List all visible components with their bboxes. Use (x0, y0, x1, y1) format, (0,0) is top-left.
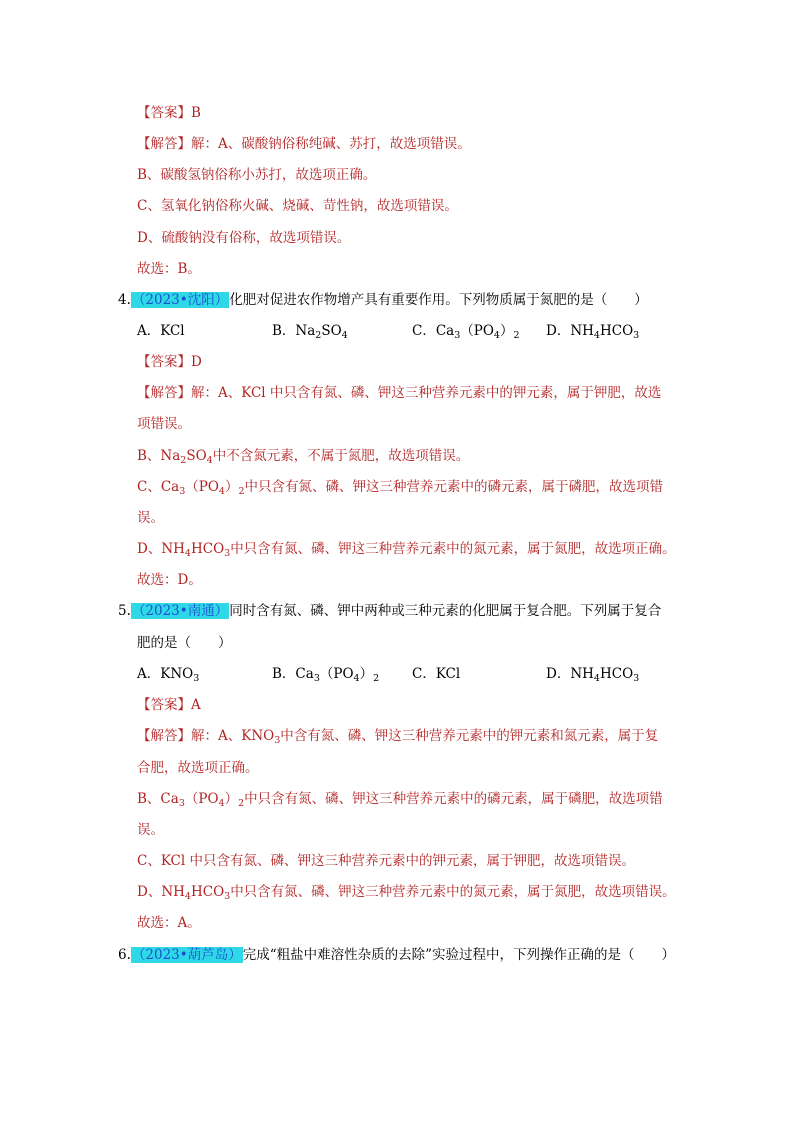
q4-option-c: C．$Ca_3(PO_4)_2$ (412, 323, 520, 341)
q5-analysis-line3: C、KCl 中只含有氮、磷、钾这三种营养元素中的钾元素，属于钾肥，故选项错误。 (137, 853, 635, 869)
question-number: 5. (118, 603, 131, 619)
q4-option-b: B．$Na_2SO_4$ (272, 323, 348, 341)
question-stem: 化肥对促进农作物增产具有重要作用。下列物质属于氮肥的是（ ） (229, 292, 648, 308)
answer-label: 【答案】 (137, 354, 191, 370)
question-stem: 同时含有氮、磷、钾中两种或三种元素的化肥属于复合肥。下列属于复合 (229, 603, 662, 619)
q5-option-c: C．KCl (412, 666, 461, 682)
q3-answer-line (137, 103, 201, 123)
q5-analysis-line4: D、$NH_4HCO_3$中只含有氮、磷、钾这三种营养元素中的氮元素，属于氮肥，故选项错误。 (137, 884, 676, 902)
q5-stem-line (118, 601, 661, 621)
question-number: 6. (118, 947, 131, 963)
q6-stem-line (118, 945, 675, 965)
q4-stem-line (118, 290, 648, 310)
answer-value: B (191, 105, 201, 121)
q4-analysis-line4: D、$NH_4HCO_3$中只含有氮、磷、钾这三种营养元素中的氮元素，属于氮肥，故选项正确。 (137, 541, 676, 559)
q3-analysis-line4: D、硫酸钠没有俗称，故选项错误。 (137, 230, 351, 246)
q5-answer-line (137, 695, 201, 715)
q5-analysis-line1: 【解答】解：A、$KNO_3$中含有氮、磷、钾这三种营养元素中的钾元素和氮元素，属于复 (137, 728, 659, 746)
q5-option-d: D．$NH_4HCO_3$ (546, 666, 640, 684)
source-tag: （2023•沈阳） (131, 292, 229, 308)
answer-label: 【答案】 (137, 697, 191, 713)
q4-analysis-line1: 【解答】解：A、KCl 中只含有氮、磷、钾这三种营养元素中的钾元素，属于钾肥，故选 (137, 385, 662, 401)
question-number: 4. (118, 292, 131, 308)
q4-option-d: D．$NH_4HCO_3$ (546, 323, 640, 341)
q4-option-a: A．KCl (137, 323, 185, 339)
q3-analysis-line1 (137, 134, 471, 154)
q4-analysis-line1b: 项错误。 (137, 416, 191, 432)
source-tag: （2023•南通） (131, 603, 229, 619)
q4-answer-line (137, 352, 202, 372)
q5-analysis-line2b: 误。 (137, 822, 164, 838)
q5-analysis-line2: B、$Ca_3(PO_4)_2$中只含有氮、磷、钾这三种营养元素中的磷元素，属于磷肥，故选项错 (137, 791, 663, 809)
answer-value: D (191, 354, 202, 370)
q4-analysis-line3b: 误。 (137, 510, 164, 526)
q5-option-a: A．$KNO_3$ (137, 666, 200, 684)
q5-option-b: B．$Ca_3(PO_4)_2$ (272, 666, 380, 684)
analysis-text: 解：A、碳酸钠俗称纯碱、苏打，故选项错误。 (191, 136, 471, 152)
q3-analysis-line2: B、碳酸氢钠俗称小苏打，故选项正确。 (137, 167, 377, 183)
q4-analysis-line3: C、$Ca_3(PO_4)_2$中只含有氮、磷、钾这三种营养元素中的磷元素，属于磷肥，故选项错 (137, 479, 664, 497)
source-tag: （2023•葫芦岛） (131, 947, 242, 963)
q3-analysis-line3: C、氢氧化钠俗称火碱、烧碱、苛性钠，故选项错误。 (137, 198, 458, 214)
q5-analysis-line1b: 合肥，故选项正确。 (137, 760, 259, 776)
analysis-label: 【解答】 (137, 385, 191, 401)
q5-choose: 故选：A。 (137, 915, 201, 931)
q4-analysis-line2: B、$Na_2SO_4$中不含氮元素，不属于氮肥，故选项错误。 (137, 448, 470, 466)
answer-value: A (191, 697, 201, 713)
analysis-label: 【解答】 (137, 728, 191, 744)
question-stem: 完成“粗盐中难溶性杂质的去除”实验过程中，下列操作正确的是（ ） (242, 947, 676, 963)
answer-label: 【答案】 (137, 105, 191, 121)
q4-choose: 故选：D。 (137, 572, 202, 588)
q3-choose: 故选：B。 (137, 261, 201, 277)
analysis-label: 【解答】 (137, 136, 191, 152)
q5-stem-line2: 肥的是（ ） (137, 635, 232, 651)
